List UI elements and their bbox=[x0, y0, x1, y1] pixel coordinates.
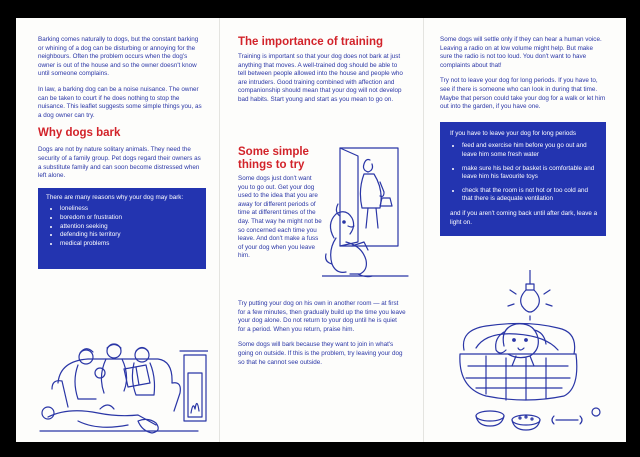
list-item: • defending his territory bbox=[60, 231, 198, 240]
heading-why-dogs-bark: Why dogs bark bbox=[38, 127, 121, 140]
heading-simple-things: Some simple things to try bbox=[238, 146, 309, 171]
middle-left-text bbox=[238, 146, 322, 268]
fold-line-right bbox=[423, 18, 424, 442]
dog-in-basket-illustration bbox=[446, 270, 616, 436]
why-paragraph: Dogs are not by nature solitary animals. They need the security of a family group. Pet dogs regard their owners as a substitute family and can soon become distressed when left alone. bbox=[38, 146, 201, 180]
list-item: • loneliness bbox=[60, 205, 198, 214]
reasons-list bbox=[46, 205, 198, 248]
tips-intro: If you have to leave your dog for long periods bbox=[450, 129, 577, 137]
list-item: • medical problems bbox=[60, 240, 198, 249]
fold-line-left bbox=[219, 18, 220, 442]
leaflet-sheet bbox=[16, 18, 626, 442]
outside-paragraph: Some dogs will bark because they want to join in what's going on outside. If this is the problem, try leaving your dog so that he cannot see outside. bbox=[238, 341, 403, 366]
list-item: • boredom or frustration bbox=[60, 214, 198, 223]
family-illustration bbox=[38, 321, 208, 439]
middle-bottom-text bbox=[238, 300, 406, 374]
training-paragraph: Training is important so that your dog does not bark at just anything that moves. A well-trained dog should be able to tell between people allowed into the house and people who are intruders. Good training combined with affection and companionship should mean that your dog will not develop bad habits. Start young and start as you mean to go on. bbox=[238, 53, 403, 103]
going-out-paragraph: Some dogs just don't want you to go out. Get your dog used to the idea that you are away for different periods of time at different times of the day. That way he might not be so concerned each time you leave. And don't make a fuss of your dog when you leave him. bbox=[238, 175, 322, 260]
tips-outro: and if you aren't coming back until after dark, leave a light on. bbox=[450, 209, 598, 226]
list-item: • make sure his bed or basket is comfortable and leave him his favourite toys bbox=[462, 165, 598, 182]
reasons-box bbox=[38, 188, 206, 269]
intro-paragraph: Barking comes naturally to dogs, but the constant barking or whining of a dog can be disturbing or annoying for the neighbours. Often the problem occurs when the dog's owner is out of the house and so the owner doesn't know until someone complains. bbox=[38, 36, 199, 78]
law-paragraph: In law, a barking dog can be a noise nuisance. The owner can be taken to court if he does nothing to stop the nuisance. This leaflet suggests some simple things you, as a dog owner can try. bbox=[38, 85, 202, 119]
tips-list bbox=[450, 142, 598, 204]
list-item: • feed and exercise him before you go out and leave him some fresh water bbox=[462, 142, 598, 159]
heading-importance-of-training: The importance of training bbox=[238, 36, 384, 48]
long-periods-paragraph: Try not to leave your dog for long periods. If you have to, see if there is someone who can look in during that time. Maybe that person could take your dog for a walk or let him out into the garden, if you have one. bbox=[440, 77, 606, 111]
dog-at-door-illustration bbox=[322, 146, 410, 288]
tips-box bbox=[440, 122, 606, 236]
right-panel bbox=[440, 36, 606, 236]
another-room-paragraph: Try putting your dog on his own in another room — at first for a few minutes, then gradually build up the time you leave your dog alone. Do not return to your dog until he is quiet for a period. When you return, praise him. bbox=[238, 300, 406, 333]
list-item: • attention seeking bbox=[60, 223, 198, 232]
list-item: • check that the room is not hot or too cold and that there is adequate ventilation bbox=[462, 187, 598, 204]
left-panel bbox=[38, 36, 204, 269]
reasons-intro: There are many reasons why your dog may bark: bbox=[46, 193, 184, 201]
radio-paragraph: Some dogs will settle only if they can hear a human voice. Leaving a radio on at low volume might help. But make sure the radio is not too loud. You don't want to have complaints about that! bbox=[440, 36, 602, 69]
middle-panel bbox=[238, 36, 406, 112]
